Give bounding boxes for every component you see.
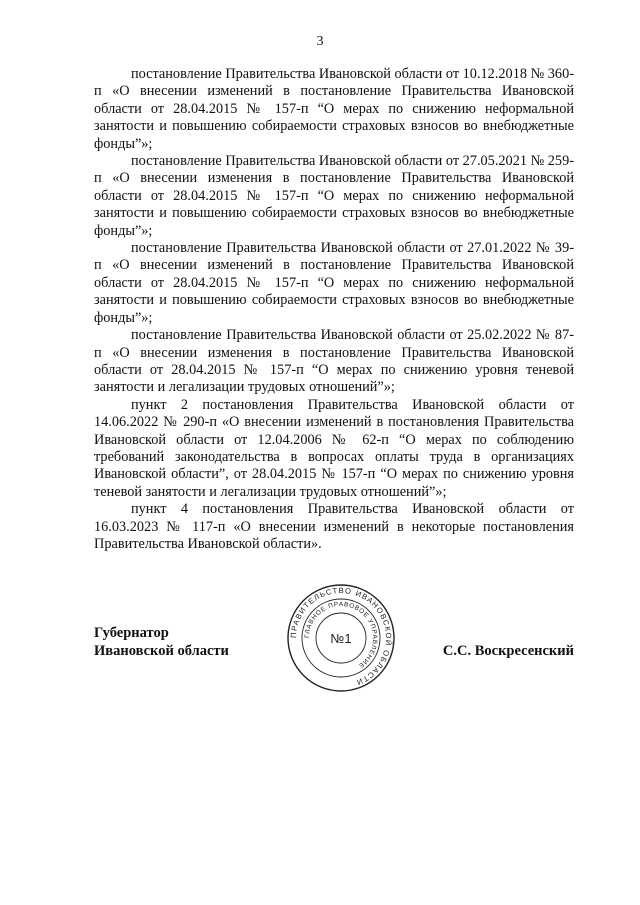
signer-title-line2: Ивановской области — [94, 643, 229, 659]
signer-title — [94, 624, 229, 660]
paragraph: пункт 2 постановления Правительства Ивановской области от 14.06.2022 № 290-п «О внесении изменений в постановления Правительства Ивановской области от 12.04.2006 № 62-п “О мерах по соблюдению требований законодательства в вопросах оплаты труда в организациях Ивановской области”, от 28.04.2015 № 157-п “О мерах по снижению уровня теневой занятости и легализации трудовых отношений”»; — [94, 396, 574, 500]
stamp-outer-text: ПРАВИТЕЛЬСТВО ИВАНОВСКОЙ ОБЛАСТИ — [288, 585, 394, 688]
signer-title-line1: Губернатор — [94, 625, 169, 641]
signer-name: С.С. Воскресенский — [442, 643, 574, 659]
paragraph: постановление Правительства Ивановской области от 27.05.2021 № 259-п «О внесении изменения в постановление Правительства Ивановской области от 28.04.2015 № 157-п “О мерах по снижению неформальной занятости и повышению собираемости страховых взносов во внебюджетные фонды”»; — [94, 153, 574, 239]
paragraph: постановление Правительства Ивановской области от 27.01.2022 № 39-п «О внесении изменений в постановление Правительства Ивановской области от 28.04.2015 № 157-п “О мерах по снижению неформальной занятости и повышению собираемости страховых взносов во внебюджетные фонды”»; — [94, 240, 574, 326]
stamp-number: №1 — [330, 631, 352, 646]
document-body — [94, 66, 574, 553]
paragraph: пункт 4 постановления Правительства Ивановской области от 16.03.2023 № 117-п «О внесении изменений в некоторые постановления Правительства Ивановской области». — [94, 501, 574, 552]
paragraph: постановление Правительства Ивановской области от 25.02.2022 № 87-п «О внесении изменения в постановление Правительства Ивановской области от 28.04.2015 № 157-п “О мерах по снижению уровня теневой занятости и легализации трудовых отношений”»; — [94, 327, 574, 396]
paragraph: постановление Правительства Ивановской области от 10.12.2018 № 360-п «О внесении изменений в постановление Правительства Ивановской области от 28.04.2015 № 157-п “О мерах по снижению неформальной занятости и повышению собираемости страховых взносов во внебюджетные фонды”»; — [94, 66, 574, 152]
stamp-inner-text: ГЛАВНОЕ ПРАВОВОЕ УПРАВЛЕНИЕ — [303, 600, 379, 670]
page-number: 3 — [316, 34, 324, 49]
official-stamp — [286, 583, 396, 693]
